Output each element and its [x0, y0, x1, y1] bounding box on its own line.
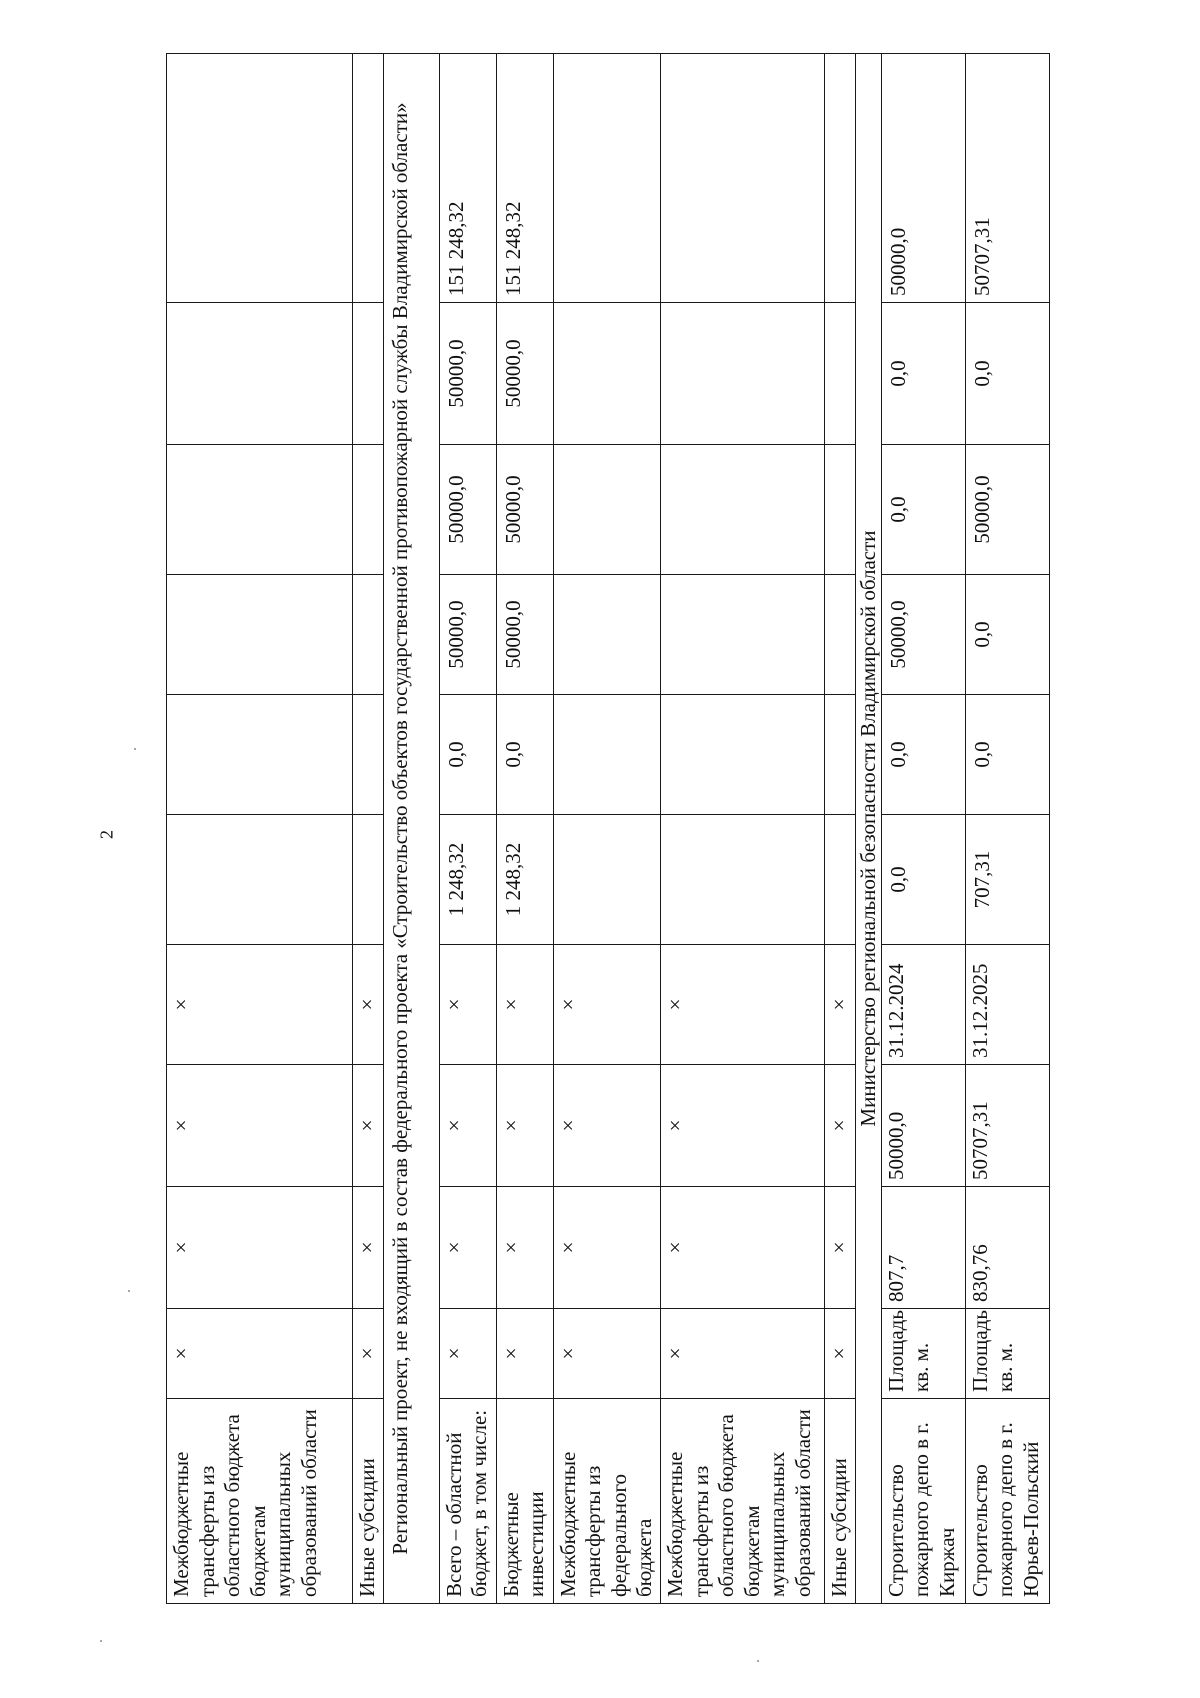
cross-cell: × — [661, 1309, 825, 1399]
scan-speck — [134, 748, 136, 750]
budget-table — [166, 53, 1050, 1604]
value-cell: 50000,0 — [496, 303, 553, 445]
empty-cell — [661, 445, 825, 575]
empty-cell — [661, 815, 825, 945]
cross-cell: × — [825, 945, 856, 1065]
value-cell: 50000,0 — [496, 575, 553, 695]
value-cell: 0,0 — [965, 575, 1049, 695]
ministry-heading: Министерство региональной безопасности Владимирской области — [855, 54, 881, 1604]
table-row — [661, 54, 825, 1604]
cross-cell: × — [167, 1309, 353, 1399]
date-cell: 31.12.2025 — [965, 945, 1049, 1065]
section-heading-row — [383, 54, 439, 1604]
row-label: Иные субсидии — [825, 1399, 856, 1604]
cross-cell: × — [439, 1309, 496, 1399]
empty-cell — [167, 445, 353, 575]
value-cell: 0,0 — [965, 303, 1049, 445]
table-row — [439, 54, 496, 1604]
empty-cell — [825, 303, 856, 445]
object-label: Строительство пожарного депо в г. Киржач — [881, 1399, 965, 1604]
empty-cell — [661, 54, 825, 303]
empty-cell — [825, 575, 856, 695]
value-cell: 1 248,32 — [439, 815, 496, 945]
value-cell: 50000,0 — [439, 303, 496, 445]
cross-cell: × — [661, 1065, 825, 1187]
empty-cell — [553, 303, 660, 445]
cross-cell: × — [353, 1309, 384, 1399]
cross-cell: × — [553, 1065, 660, 1187]
value-cell: 0,0 — [881, 815, 965, 945]
empty-cell — [553, 575, 660, 695]
page-number: 2 — [96, 830, 117, 839]
empty-cell — [825, 695, 856, 815]
rotated-budget-table-wrapper — [166, 54, 1044, 1604]
empty-cell — [167, 303, 353, 445]
row-label: Межбюджетные трансферты из областного бюджета бюджетам муниципальных образований области — [661, 1399, 825, 1604]
value-cell: 0,0 — [439, 695, 496, 815]
cross-cell: × — [496, 1065, 553, 1187]
table-row — [496, 54, 553, 1604]
value-cell: 0,0 — [881, 695, 965, 815]
empty-cell — [825, 445, 856, 575]
row-label: Межбюджетные трансферты из областного бюджета бюджетам муниципальных образований области — [167, 1399, 353, 1604]
capacity-cell: 807,7 — [881, 1187, 965, 1309]
table-row — [553, 54, 660, 1604]
row-label: Межбюджетные трансферты из федерального бюджета — [553, 1399, 660, 1604]
value-cell: 151 248,32 — [496, 54, 553, 303]
scan-speck — [757, 1660, 759, 1662]
empty-cell — [553, 445, 660, 575]
empty-cell — [353, 815, 384, 945]
empty-cell — [661, 575, 825, 695]
cost-cell: 50707,31 — [965, 1065, 1049, 1187]
empty-cell — [661, 303, 825, 445]
empty-cell — [553, 54, 660, 303]
cross-cell: × — [496, 1187, 553, 1309]
value-cell: 151 248,32 — [439, 54, 496, 303]
cross-cell: × — [825, 1309, 856, 1399]
cross-cell: × — [439, 1065, 496, 1187]
value-cell: 50000,0 — [881, 54, 965, 303]
table-row — [825, 54, 856, 1604]
row-label: Бюджетные инвестиции — [496, 1399, 553, 1604]
cross-cell: × — [439, 1187, 496, 1309]
cross-cell: × — [167, 1065, 353, 1187]
cross-cell: × — [439, 945, 496, 1065]
cross-cell: × — [353, 945, 384, 1065]
empty-cell — [167, 815, 353, 945]
value-cell: 50000,0 — [965, 445, 1049, 575]
cross-cell: × — [553, 1309, 660, 1399]
cross-cell: × — [661, 945, 825, 1065]
cross-cell: × — [553, 945, 660, 1065]
object-label: Строительство пожарного депо в г. Юрьев-Польский — [965, 1399, 1049, 1604]
unit-cell: Площадь кв. м. — [965, 1309, 1049, 1399]
cross-cell: × — [353, 1187, 384, 1309]
cross-cell: × — [661, 1187, 825, 1309]
value-cell: 1 248,32 — [496, 815, 553, 945]
unit-cell: Площадь кв. м. — [881, 1309, 965, 1399]
value-cell: 50000,0 — [439, 575, 496, 695]
empty-cell — [661, 695, 825, 815]
value-cell: 0,0 — [881, 303, 965, 445]
cross-cell: × — [825, 1187, 856, 1309]
table-row — [881, 54, 965, 1604]
empty-cell — [167, 575, 353, 695]
cross-cell: × — [825, 1065, 856, 1187]
value-cell: 0,0 — [881, 445, 965, 575]
capacity-cell: 830,76 — [965, 1187, 1049, 1309]
table-row — [965, 54, 1049, 1604]
empty-cell — [353, 54, 384, 303]
cost-cell: 50000,0 — [881, 1065, 965, 1187]
date-cell: 31.12.2024 — [881, 945, 965, 1065]
value-cell: 50707,31 — [965, 54, 1049, 303]
regional-project-heading: Региональный проект, не входящий в состав федерального проекта «Строительство объектов государственной противопожарной службы Владимирской области» — [383, 54, 439, 1604]
cross-cell: × — [353, 1065, 384, 1187]
section-heading-row — [855, 54, 881, 1604]
empty-cell — [553, 695, 660, 815]
scan-speck — [128, 1290, 130, 1292]
empty-cell — [167, 695, 353, 815]
value-cell: 50000,0 — [881, 575, 965, 695]
empty-cell — [353, 695, 384, 815]
empty-cell — [353, 445, 384, 575]
empty-cell — [353, 575, 384, 695]
cross-cell: × — [553, 1187, 660, 1309]
empty-cell — [167, 54, 353, 303]
value-cell: 50000,0 — [439, 445, 496, 575]
cross-cell: × — [167, 1187, 353, 1309]
row-label: Иные субсидии — [353, 1399, 384, 1604]
value-cell: 0,0 — [496, 695, 553, 815]
cross-cell: × — [167, 945, 353, 1065]
empty-cell — [353, 303, 384, 445]
table-row — [353, 54, 384, 1604]
scan-speck — [100, 1640, 102, 1642]
table-row — [167, 54, 353, 1604]
cross-cell: × — [496, 1309, 553, 1399]
value-cell: 50000,0 — [496, 445, 553, 575]
empty-cell — [553, 815, 660, 945]
value-cell: 0,0 — [965, 695, 1049, 815]
empty-cell — [825, 54, 856, 303]
row-label: Всего – областной бюджет, в том числе: — [439, 1399, 496, 1604]
value-cell: 707,31 — [965, 815, 1049, 945]
cross-cell: × — [496, 945, 553, 1065]
empty-cell — [825, 815, 856, 945]
